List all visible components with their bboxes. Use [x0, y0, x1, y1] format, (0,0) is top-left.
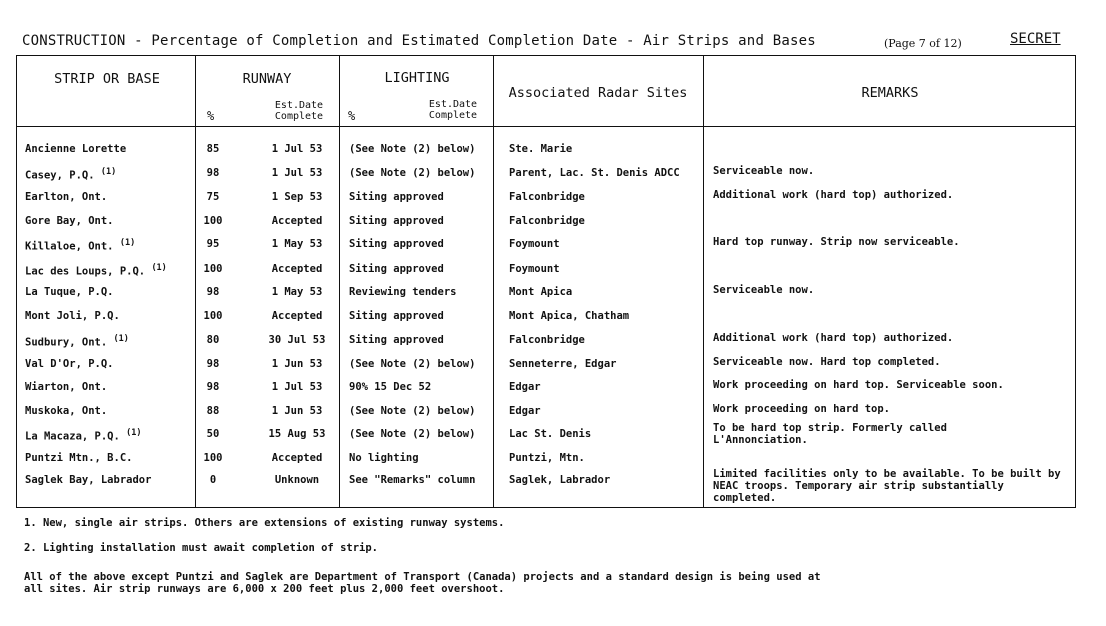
- runway-est-date: 30 Jul 53: [268, 334, 326, 346]
- footnote-marker: (1): [126, 428, 142, 438]
- runway-percent: 100: [203, 452, 223, 464]
- remarks-text: Serviceable now.: [713, 284, 815, 296]
- table-row: [17, 468, 1075, 504]
- runway-percent: 95: [206, 238, 220, 250]
- radar-sites: Parent, Lac. St. Denis ADCC: [509, 167, 680, 179]
- table-row: [17, 191, 1075, 215]
- footnote-marker: (1): [119, 238, 136, 248]
- runway-est-date: Accepted: [271, 215, 323, 227]
- runway-est-date: Accepted: [271, 310, 323, 322]
- table-row: [17, 167, 1075, 191]
- column-header-lighting: LIGHTING: [384, 70, 450, 86]
- lighting-status: Siting approved: [349, 215, 444, 227]
- radar-sites: Edgar: [509, 381, 541, 393]
- radar-sites: Falconbridge: [509, 215, 585, 227]
- page-number: (Page 7 of 12): [884, 37, 962, 50]
- strip-name: Killaloe, Ont. $^{(1)}$: [25, 238, 136, 253]
- lighting-status: 90% 15 Dec 52: [349, 381, 432, 393]
- remarks-text: Work proceeding on hard top.: [713, 403, 891, 415]
- footnote-marker: (1): [113, 334, 129, 344]
- runway-est-date: Accepted: [271, 263, 323, 275]
- note-1: 1. New, single air strips. Others are extensions of existing runway systems.: [24, 517, 505, 529]
- column-header-strip: STRIP OR BASE: [54, 71, 160, 87]
- runway-est-date: 1 May 53: [271, 286, 323, 298]
- radar-sites: Ste. Marie: [509, 143, 573, 155]
- runway-est-date: 1 Jul 53: [271, 167, 323, 179]
- strip-name: Gore Bay, Ont.: [25, 215, 114, 227]
- table-row: [17, 381, 1075, 405]
- lighting-status: Siting approved: [349, 334, 444, 346]
- remarks-text: Additional work (hard top) authorized.: [713, 189, 954, 201]
- table-row: [17, 334, 1075, 358]
- table-row: [17, 143, 1075, 167]
- column-header-remarks: REMARKS: [861, 85, 919, 101]
- runway-est-date: Unknown: [274, 474, 320, 486]
- strip-name: Mont Joli, P.Q.: [25, 310, 120, 322]
- footnote-marker: (1): [151, 263, 167, 273]
- radar-sites: Puntzi, Mtn.: [509, 452, 585, 464]
- radar-sites: Edgar: [509, 405, 541, 417]
- lighting-est-date-label: Est.Date Complete: [428, 99, 478, 121]
- remarks-text: To be hard top strip. Formerly called L'Annonciation.: [713, 422, 947, 446]
- runway-percent: 100: [203, 215, 223, 227]
- lighting-status: Siting approved: [349, 263, 444, 275]
- lighting-status: (See Note (2) below): [349, 143, 476, 155]
- radar-sites: Mont Apica: [509, 286, 573, 298]
- runway-est-date: 15 Aug 53: [268, 428, 326, 440]
- runway-percent: 88: [206, 405, 220, 417]
- construction-table: [16, 55, 1076, 508]
- table-row: [17, 422, 1075, 452]
- column-header-runway: RUNWAY: [242, 71, 292, 87]
- lighting-pct-label: %: [348, 109, 356, 123]
- runway-est-date: Accepted: [271, 452, 323, 464]
- radar-sites: Falconbridge: [509, 334, 585, 346]
- column-header-radar: Associated Radar Sites: [508, 85, 688, 101]
- runway-percent: 75: [206, 191, 220, 203]
- runway-percent: 50: [206, 428, 220, 440]
- lighting-status: (See Note (2) below): [349, 358, 476, 370]
- lighting-status: (See Note (2) below): [349, 167, 476, 179]
- remarks-text: Serviceable now. Hard top completed.: [713, 356, 941, 368]
- footnote-marker: (1): [100, 167, 117, 177]
- strip-name: Muskoka, Ont.: [25, 405, 108, 417]
- runway-percent: 98: [206, 358, 220, 370]
- footer-note: All of the above except Puntzi and Saglek are Department of Transport (Canada) projects and a standard design is being used at all sites. Air strip runways are 6,000 x 200 feet plus 2,000 feet overshoot.: [24, 571, 821, 595]
- strip-name: Val D'Or, P.Q.: [25, 358, 114, 370]
- runway-percent: 98: [206, 381, 220, 393]
- runway-percent: 100: [203, 310, 223, 322]
- runway-percent: 80: [206, 334, 220, 346]
- remarks-text: Limited facilities only to be available. To be built by NEAC troops. Temporary air strip substantially completed.: [713, 468, 1061, 504]
- lighting-status: No lighting: [349, 452, 419, 464]
- strip-name: Casey, P.Q. $^{(1)}$: [25, 167, 117, 182]
- radar-sites: Foymount: [509, 238, 560, 250]
- note-2: 2. Lighting installation must await completion of strip.: [24, 542, 379, 554]
- radar-sites: Lac St. Denis: [509, 428, 592, 440]
- runway-est-date: 1 Sep 53: [271, 191, 323, 203]
- strip-name: Earlton, Ont.: [25, 191, 108, 203]
- lighting-status: Siting approved: [349, 191, 444, 203]
- lighting-status: See "Remarks" column: [349, 474, 476, 486]
- table-row: [17, 238, 1075, 262]
- remarks-text: Additional work (hard top) authorized.: [713, 332, 954, 344]
- remarks-text: Hard top runway. Strip now serviceable.: [713, 236, 960, 248]
- header-divider: [17, 126, 1075, 127]
- strip-name: Sudbury, Ont. $^{(1)}$: [25, 334, 129, 349]
- lighting-status: (See Note (2) below): [349, 428, 476, 440]
- lighting-status: (See Note (2) below): [349, 405, 476, 417]
- strip-name: Wiarton, Ont.: [25, 381, 108, 393]
- classification-label: SECRET: [1010, 31, 1061, 47]
- runway-percent: 0: [209, 474, 217, 486]
- lighting-status: Siting approved: [349, 238, 444, 250]
- page-title: CONSTRUCTION - Percentage of Completion and Estimated Completion Date - Air Strips and Bases: [22, 33, 816, 49]
- runway-est-date: 1 Jul 53: [271, 143, 323, 155]
- radar-sites: Mont Apica, Chatham: [509, 310, 630, 322]
- strip-name: Saglek Bay, Labrador: [25, 474, 152, 486]
- runway-est-date: 1 Jun 53: [271, 405, 323, 417]
- runway-est-date: 1 Jun 53: [271, 358, 323, 370]
- lighting-status: Reviewing tenders: [349, 286, 457, 298]
- runway-percent: 98: [206, 286, 220, 298]
- table-row: [17, 286, 1075, 310]
- runway-pct-label: %: [207, 109, 215, 123]
- radar-sites: Falconbridge: [509, 191, 585, 203]
- runway-percent: 98: [206, 167, 220, 179]
- strip-name: Puntzi Mtn., B.C.: [25, 452, 133, 464]
- strip-name: La Macaza, P.Q. $^{(1)}$: [25, 428, 142, 443]
- radar-sites: Senneterre, Edgar: [509, 358, 617, 370]
- runway-percent: 100: [203, 263, 223, 275]
- strip-name: Lac des Loups, P.Q. $^{(1)}$: [25, 263, 167, 278]
- lighting-status: Siting approved: [349, 310, 444, 322]
- radar-sites: Saglek, Labrador: [509, 474, 611, 486]
- remarks-text: Serviceable now.: [713, 165, 815, 177]
- runway-percent: 85: [206, 143, 220, 155]
- radar-sites: Foymount: [509, 263, 560, 275]
- strip-name: Ancienne Lorette: [25, 143, 127, 155]
- runway-est-date-label: Est.Date Complete: [274, 100, 324, 122]
- table-row: [17, 310, 1075, 334]
- runway-est-date: 1 May 53: [271, 238, 323, 250]
- runway-est-date: 1 Jul 53: [271, 381, 323, 393]
- strip-name: La Tuque, P.Q.: [25, 286, 114, 298]
- remarks-text: Work proceeding on hard top. Serviceable soon.: [713, 379, 1004, 391]
